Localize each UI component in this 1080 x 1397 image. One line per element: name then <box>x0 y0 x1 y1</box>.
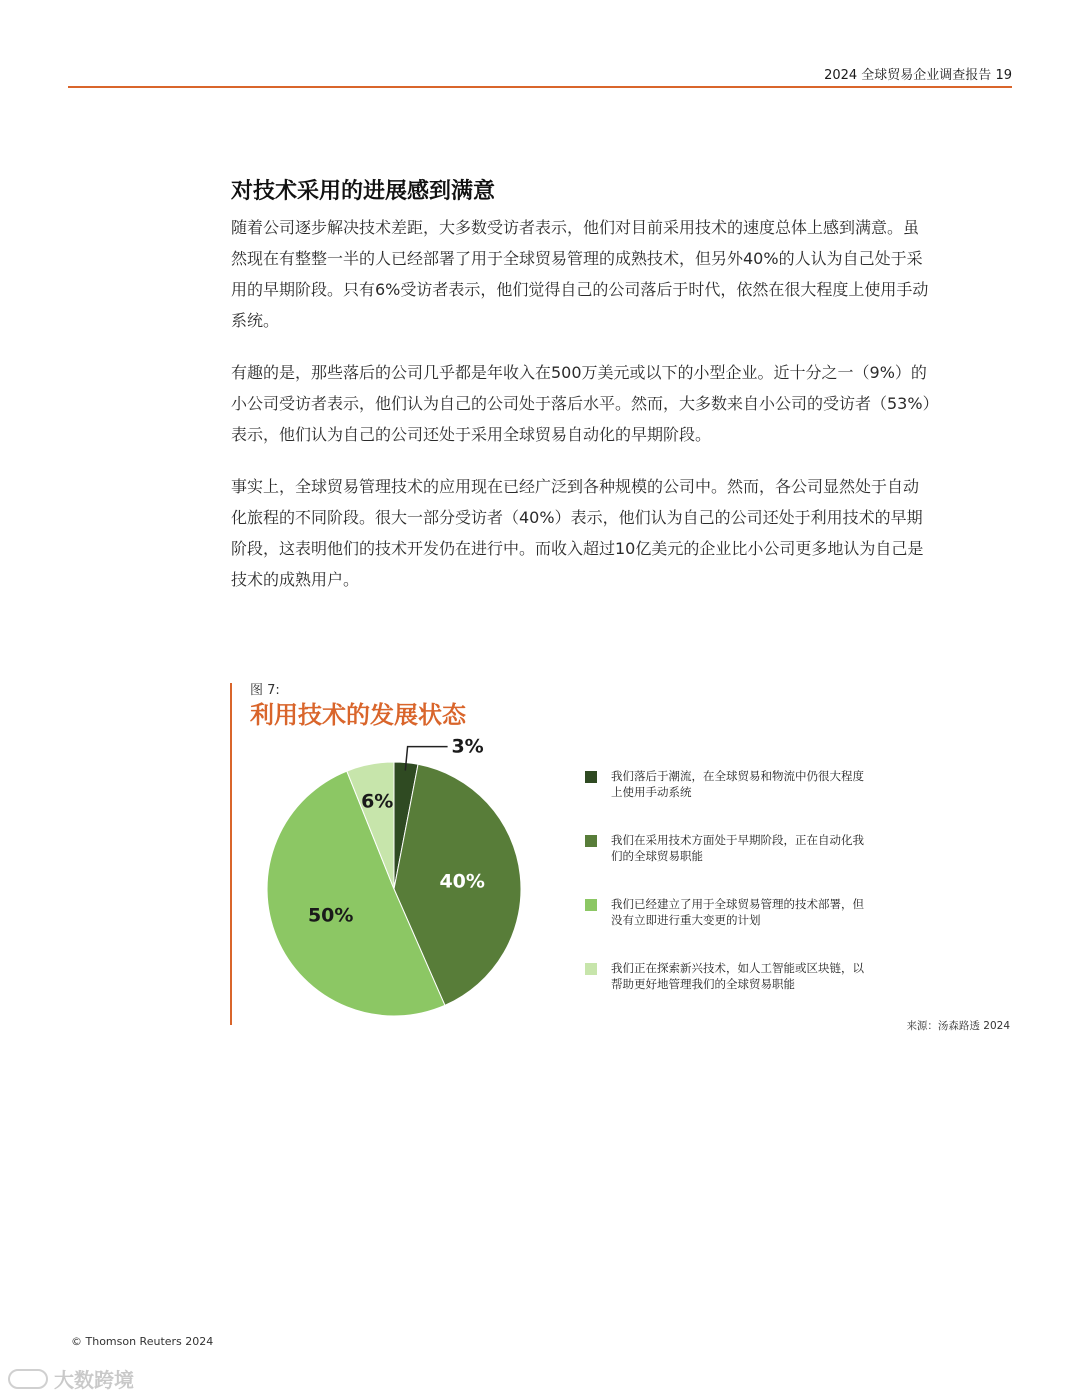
pie-data-label: 40% <box>439 870 485 893</box>
legend-swatch <box>585 899 597 911</box>
legend-swatch <box>585 835 597 847</box>
legend-label: 我们正在探索新兴技术，如人工智能或区块链，以帮助更好地管理我们的全球贸易职能 <box>611 961 864 991</box>
figure-source: 来源：汤森路透 2024 <box>906 1020 1010 1032</box>
section-title: 对技术采用的进展感到满意 <box>231 179 496 204</box>
legend-item <box>585 960 875 1008</box>
pie-data-label: 50% <box>307 904 354 927</box>
paragraph-3: 事实上，全球贸易管理技术的应用现在已经广泛到各种规模的公司中。然而，各公司显然处于自动化旅程的不同阶段。很大一部分受访者（40%）表示，他们认为自己的公司还处于利用技术的早期阶段，这表明他们的技术开发仍在进行中。而收入超过10亿美元的企业比小公司更多地认为自己是技术的成熟用户。 <box>231 477 924 589</box>
paragraph-1: 随着公司逐步解决技术差距，大多数受访者表示，他们对目前采用技术的速度总体上感到满意。虽然现在有整整一半的人已经部署了用于全球贸易管理的成熟技术，但另外40%的人认为自己处于采用的早期阶段。只有6%受访者表示，他们觉得自己的公司落后于时代，依然在很大程度上使用手动系统。 <box>231 218 929 330</box>
legend-swatch <box>585 771 597 783</box>
legend-item <box>585 896 875 944</box>
paragraph-2: 有趣的是，那些落后的公司几乎都是年收入在500万美元或以下的小型企业。近十分之一（9%）的小公司受访者表示，他们认为自己的公司处于落后水平。然而，大多数来自小公司的受访者（53%）表示，他们认为自己的公司还处于采用全球贸易自动化的早期阶段。 <box>231 363 931 444</box>
article-body <box>231 174 931 616</box>
header-divider <box>68 86 1012 88</box>
pie-chart <box>230 735 560 1025</box>
chart-legend <box>585 768 875 1024</box>
legend-label: 我们落后于潮流，在全球贸易和物流中仍很大程度上使用手动系统 <box>611 769 864 799</box>
figure-title: 利用技术的发展状态 <box>250 701 466 729</box>
legend-label: 我们已经建立了用于全球贸易管理的技术部署，但没有立即进行重大变更的计划 <box>611 897 864 927</box>
watermark <box>8 1364 134 1393</box>
report-header: 2024 全球贸易企业调查报告 19 <box>824 68 1012 83</box>
legend-item <box>585 832 875 880</box>
pie-data-label: 6% <box>361 790 394 813</box>
pie-data-label: 3% <box>451 735 484 758</box>
figure-label: 图 7: <box>250 683 280 698</box>
copyright: © Thomson Reuters 2024 <box>71 1335 214 1348</box>
legend-item <box>585 768 875 816</box>
watermark-text: 大数跨境 <box>54 1368 134 1392</box>
legend-label: 我们在采用技术方面处于早期阶段，正在自动化我们的全球贸易职能 <box>611 833 864 863</box>
legend-swatch <box>585 963 597 975</box>
watermark-logo-icon <box>8 1369 48 1389</box>
